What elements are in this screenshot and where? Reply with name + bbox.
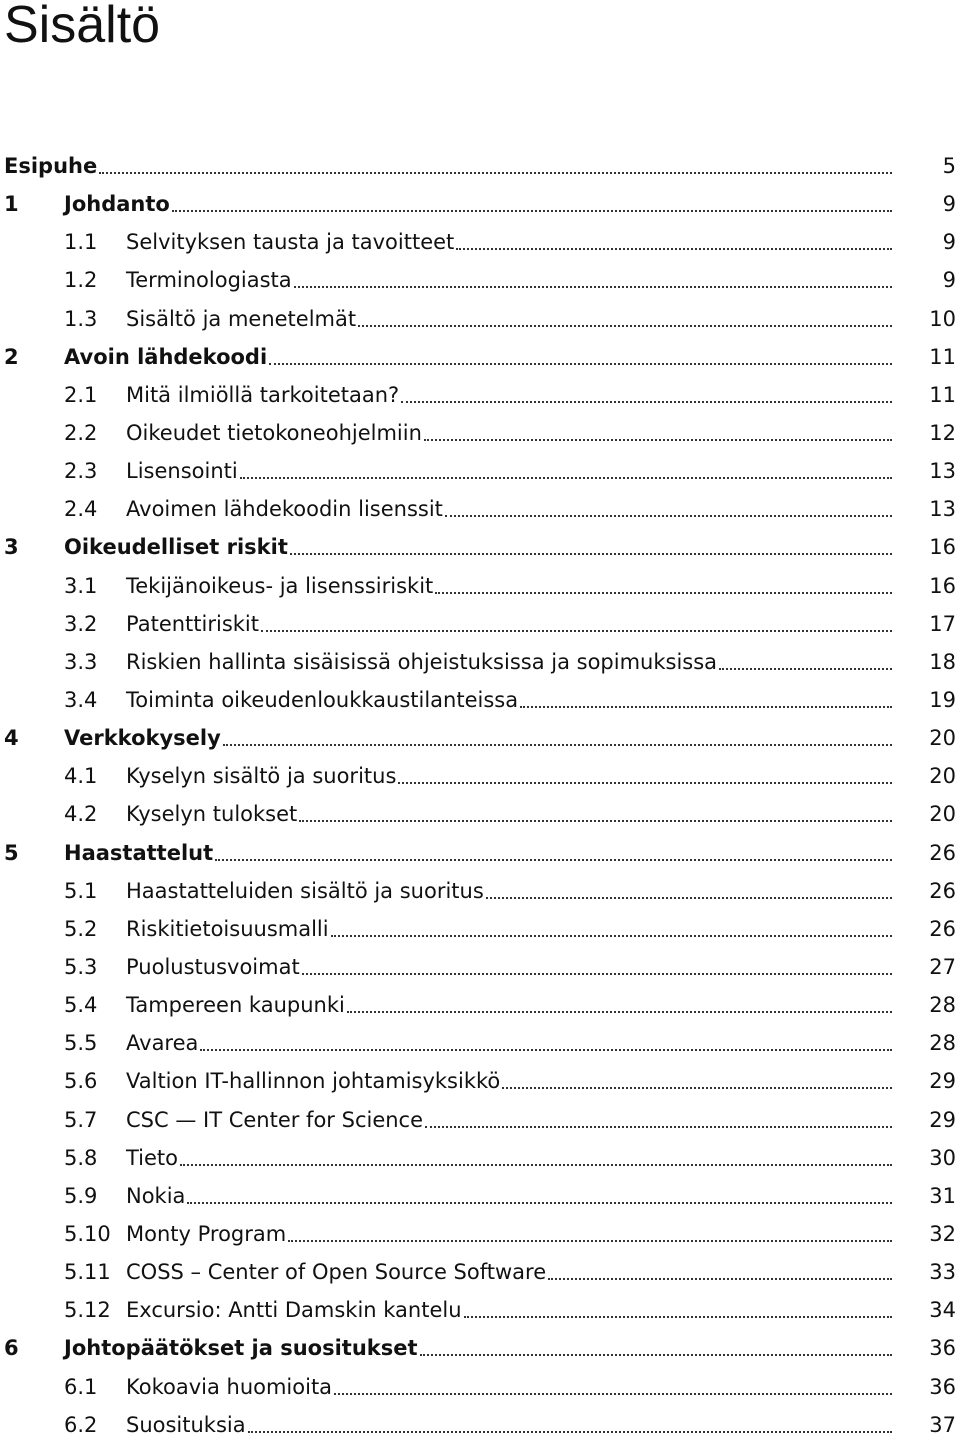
toc-entry-number: 2.3 <box>64 459 98 484</box>
toc-entry-page-number: 17 <box>929 611 956 636</box>
toc-entry-number: 1.1 <box>64 230 98 255</box>
toc-entry-title[interactable]: CSC — IT Center for Science <box>126 1107 424 1132</box>
toc-entry-page-number: 19 <box>929 687 956 712</box>
dot-leader <box>99 172 892 174</box>
toc-entry-title-with-leader <box>126 802 892 826</box>
toc-entry-title[interactable]: Riskien hallinta sisäisissä ohjeistuksissa ja sopimuksissa <box>126 649 718 674</box>
toc-entry[interactable] <box>0 1215 960 1253</box>
page-title: Sisältö <box>4 0 161 54</box>
toc-entry[interactable] <box>0 834 960 872</box>
dot-leader <box>187 1202 892 1204</box>
toc-entry-title-with-leader <box>64 535 892 559</box>
toc-entry[interactable] <box>0 338 960 376</box>
toc-entry-number: 5.7 <box>64 1107 98 1132</box>
toc-entry-page-number: 9 <box>942 268 956 293</box>
toc-entry-number: 6 <box>4 1336 19 1361</box>
toc-entry-number: 4 <box>4 726 19 751</box>
toc-entry-number: 2.1 <box>64 382 98 407</box>
toc-entry-title-with-leader <box>126 955 892 979</box>
toc-entry-page-number: 33 <box>929 1260 956 1285</box>
toc-entry[interactable] <box>0 567 960 605</box>
toc-entry-number: 5.3 <box>64 954 98 979</box>
toc-entry-title-with-leader <box>4 154 892 178</box>
dot-leader <box>464 1316 892 1318</box>
toc-entry-title-with-leader <box>126 1108 892 1132</box>
toc-entry-page-number: 26 <box>929 916 956 941</box>
toc-entry-title[interactable]: Tieto <box>126 1145 179 1170</box>
toc-entry-title[interactable]: Avoimen lähdekoodin lisenssit <box>126 497 443 522</box>
toc-entry-number: 4.1 <box>64 764 98 789</box>
toc-entry-title-with-leader <box>126 497 892 521</box>
toc-entry-title-with-leader <box>64 345 892 369</box>
toc-entry-page-number: 11 <box>929 344 956 369</box>
dot-leader <box>302 973 892 975</box>
toc-entry[interactable] <box>0 452 960 490</box>
toc-entry-title-with-leader <box>64 726 892 750</box>
toc-entry[interactable] <box>0 757 960 795</box>
toc-entry[interactable] <box>0 719 960 757</box>
toc-entry[interactable] <box>0 1406 960 1444</box>
toc-entry-title[interactable]: Verkkokysely <box>64 726 221 751</box>
toc-entry[interactable] <box>0 681 960 719</box>
toc-entry-title-with-leader <box>126 650 892 674</box>
toc-entry[interactable] <box>0 1139 960 1177</box>
toc-entry-title[interactable]: Avarea <box>126 1031 199 1056</box>
dot-leader <box>269 363 892 365</box>
dot-leader <box>299 820 892 822</box>
toc-entry-title-with-leader <box>126 1260 892 1284</box>
dot-leader <box>358 325 892 327</box>
toc-entry-page-number: 20 <box>929 726 956 751</box>
toc-entry-title-with-leader <box>126 879 892 903</box>
toc-entry-title-with-leader <box>64 1336 892 1360</box>
toc-entry[interactable] <box>0 1253 960 1291</box>
toc-entry-page-number: 16 <box>929 573 956 598</box>
toc-entry-page-number: 20 <box>929 764 956 789</box>
toc-entry-number: 3 <box>4 535 19 560</box>
toc-entry-page-number: 29 <box>929 1107 956 1132</box>
toc-entry-title[interactable]: Haastatteluiden sisältö ja suoritus <box>126 878 484 903</box>
dot-leader <box>290 553 892 555</box>
toc-entry[interactable] <box>0 910 960 948</box>
toc-entry-title[interactable]: Tampereen kaupunki <box>126 993 345 1018</box>
toc-entry-number: 2.2 <box>64 420 98 445</box>
dot-leader <box>719 668 892 670</box>
toc-entry-title[interactable]: Valtion IT-hallinnon johtamisyksikkö <box>126 1069 501 1094</box>
toc-entry-number: 5.5 <box>64 1031 98 1056</box>
toc-entry-page-number: 5 <box>942 154 956 178</box>
dot-leader <box>502 1087 892 1089</box>
toc-entry-page-number: 10 <box>929 306 956 331</box>
dot-leader <box>331 935 892 937</box>
toc-entry-page-number: 16 <box>929 535 956 560</box>
toc-entry-title[interactable]: Suosituksia <box>126 1412 246 1437</box>
toc-entry-number: 5.9 <box>64 1183 98 1208</box>
toc-entry-title[interactable]: Terminologiasta <box>126 268 292 293</box>
toc-entry-page-number: 20 <box>929 802 956 827</box>
toc-entry-title[interactable]: Haastattelut <box>64 840 214 865</box>
toc-entry-number: 2.4 <box>64 497 98 522</box>
toc-entry-title-with-leader <box>126 1031 892 1055</box>
toc-entry-page-number: 28 <box>929 993 956 1018</box>
toc-entry[interactable] <box>0 1177 960 1215</box>
toc-entry-title[interactable]: Sisältö ja menetelmät <box>126 306 357 331</box>
dot-leader <box>223 744 892 746</box>
toc-entry[interactable] <box>0 1101 960 1139</box>
toc-entry[interactable] <box>0 261 960 299</box>
toc-entry-title-with-leader <box>126 1298 892 1322</box>
dot-leader <box>334 1393 892 1395</box>
dot-leader <box>215 859 892 861</box>
toc-entry-number: 5.10 <box>64 1221 111 1246</box>
toc-entry[interactable] <box>0 490 960 528</box>
toc-entry[interactable] <box>0 1291 960 1329</box>
toc-entry[interactable] <box>0 528 960 566</box>
table-of-contents <box>0 147 960 1444</box>
dot-leader <box>200 1049 892 1051</box>
toc-entry-page-number: 32 <box>929 1221 956 1246</box>
toc-entry[interactable] <box>0 414 960 452</box>
toc-entry-page-number: 18 <box>929 649 956 674</box>
toc-entry[interactable] <box>0 376 960 414</box>
toc-entry-title-with-leader <box>126 1375 892 1399</box>
toc-entry-number: 5.12 <box>64 1298 111 1323</box>
toc-entry-number: 3.4 <box>64 687 98 712</box>
toc-entry-page-number: 28 <box>929 1031 956 1056</box>
toc-entry-title-with-leader <box>64 192 892 216</box>
dot-leader <box>425 1126 892 1128</box>
toc-entry-title[interactable]: Excursio: Antti Damskin kantelu <box>126 1298 462 1323</box>
toc-entry-title[interactable]: Kyselyn tulokset <box>126 802 298 827</box>
toc-entry[interactable] <box>0 223 960 261</box>
toc-entry-title-with-leader <box>126 612 892 636</box>
toc-entry[interactable] <box>0 986 960 1024</box>
toc-entry-page-number: 26 <box>929 840 956 865</box>
dot-leader <box>294 286 892 288</box>
dot-leader <box>248 1431 892 1433</box>
toc-entry-title-with-leader <box>126 383 892 407</box>
toc-entry-title[interactable]: Johdanto <box>64 192 170 217</box>
toc-entry-title[interactable]: COSS – Center of Open Source Software <box>126 1260 547 1285</box>
toc-entry[interactable] <box>0 1368 960 1406</box>
toc-entry-number: 3.1 <box>64 573 98 598</box>
toc-entry-title-with-leader <box>126 688 892 712</box>
toc-entry-page-number: 11 <box>929 382 956 407</box>
toc-entry-page-number: 31 <box>929 1183 956 1208</box>
toc-entry-page-number: 13 <box>929 497 956 522</box>
toc-entry[interactable] <box>0 872 960 910</box>
toc-entry-number: 6.1 <box>64 1374 98 1399</box>
toc-entry-page-number: 12 <box>929 420 956 445</box>
toc-entry-number: 4.2 <box>64 802 98 827</box>
toc-entry-title-with-leader <box>126 1069 892 1093</box>
dot-leader <box>486 897 892 899</box>
toc-entry-number: 5.11 <box>64 1260 111 1285</box>
toc-entry[interactable] <box>0 643 960 681</box>
toc-entry-number: 2 <box>4 344 19 369</box>
toc-entry-title[interactable]: Mitä ilmiöllä tarkoitetaan? <box>126 382 400 407</box>
toc-entry-title[interactable]: Toiminta oikeudenloukkaustilanteissa <box>126 687 519 712</box>
toc-entry-title-with-leader <box>126 917 892 941</box>
toc-entry-title-with-leader <box>126 268 892 292</box>
toc-entry-number: 1.2 <box>64 268 98 293</box>
toc-entry-page-number: 27 <box>929 954 956 979</box>
toc-entry-title[interactable]: Nokia <box>126 1183 186 1208</box>
dot-leader <box>401 401 892 403</box>
toc-entry-number: 5.6 <box>64 1069 98 1094</box>
toc-entry-title-with-leader <box>126 1222 892 1246</box>
dot-leader <box>435 592 892 594</box>
toc-entry-number: 3.2 <box>64 611 98 636</box>
toc-entry-title[interactable]: Lisensointi <box>126 459 238 484</box>
toc-entry-title[interactable]: Avoin lähdekoodi <box>64 344 268 369</box>
toc-entry-title[interactable]: Oikeudet tietokoneohjelmiin <box>126 420 422 445</box>
toc-entry-title-with-leader <box>64 841 892 865</box>
dot-leader <box>445 515 892 517</box>
dot-leader <box>261 630 892 632</box>
toc-entry[interactable] <box>0 1329 960 1367</box>
toc-entry-page-number: 36 <box>929 1336 956 1361</box>
dot-leader <box>240 477 892 479</box>
toc-entry-page-number: 36 <box>929 1374 956 1399</box>
toc-entry-title[interactable]: Oikeudelliset riskit <box>64 535 288 560</box>
toc-entry-title-with-leader <box>126 993 892 1017</box>
toc-entry-title[interactable]: Riskitietoisuusmalli <box>126 916 329 941</box>
toc-entry-title-with-leader <box>126 574 892 598</box>
toc-entry-title[interactable]: Esipuhe <box>4 154 98 178</box>
toc-entry-title[interactable]: Puolustusvoimat <box>126 954 300 979</box>
dot-leader <box>424 439 892 441</box>
toc-entry-page-number: 34 <box>929 1298 956 1323</box>
toc-entry-title[interactable]: Kokoavia huomioita <box>126 1374 333 1399</box>
toc-entry-title[interactable]: Johtopäätökset ja suositukset <box>64 1336 418 1361</box>
toc-entry-title-with-leader <box>126 230 892 254</box>
toc-entry-number: 3.3 <box>64 649 98 674</box>
dot-leader <box>456 248 892 250</box>
toc-entry[interactable] <box>0 948 960 986</box>
toc-entry-page-number: 26 <box>929 878 956 903</box>
toc-entry-title-with-leader <box>126 459 892 483</box>
dot-leader <box>548 1278 892 1280</box>
toc-entry-title[interactable]: Tekijänoikeus- ja lisenssiriskit <box>126 573 434 598</box>
toc-entry-title-with-leader <box>126 1184 892 1208</box>
dot-leader <box>288 1240 892 1242</box>
toc-entry[interactable] <box>0 147 960 185</box>
toc-entry-page-number: 37 <box>929 1412 956 1437</box>
toc-entry-number: 5.4 <box>64 993 98 1018</box>
toc-entry-title-with-leader <box>126 307 892 331</box>
dot-leader <box>347 1011 892 1013</box>
toc-entry-page-number: 13 <box>929 459 956 484</box>
toc-entry[interactable] <box>0 1024 960 1062</box>
toc-entry[interactable] <box>0 185 960 223</box>
toc-entry-title-with-leader <box>126 421 892 445</box>
dot-leader <box>172 210 892 212</box>
toc-entry-title[interactable]: Selvityksen tausta ja tavoitteet <box>126 230 455 255</box>
toc-entry[interactable] <box>0 1062 960 1100</box>
toc-entry-number: 1 <box>4 192 19 217</box>
toc-entry-page-number: 29 <box>929 1069 956 1094</box>
toc-entry-number: 1.3 <box>64 306 98 331</box>
toc-entry-number: 5.1 <box>64 878 98 903</box>
toc-entry-title[interactable]: Monty Program <box>126 1221 287 1246</box>
toc-entry-number: 5.8 <box>64 1145 98 1170</box>
toc-entry-page-number: 30 <box>929 1145 956 1170</box>
toc-entry-title[interactable]: Kyselyn sisältö ja suoritus <box>126 764 397 789</box>
dot-leader <box>398 782 892 784</box>
toc-entry[interactable] <box>0 605 960 643</box>
toc-entry-page-number: 9 <box>942 230 956 255</box>
toc-entry[interactable] <box>0 795 960 833</box>
dot-leader <box>420 1354 892 1356</box>
toc-entry-title-with-leader <box>126 1413 892 1437</box>
toc-entry-title-with-leader <box>126 1146 892 1170</box>
dot-leader <box>520 706 892 708</box>
toc-entry-page-number: 9 <box>942 192 956 217</box>
toc-entry-number: 6.2 <box>64 1412 98 1437</box>
toc-entry-number: 5 <box>4 840 19 865</box>
dot-leader <box>180 1164 892 1166</box>
toc-entry-title-with-leader <box>126 764 892 788</box>
toc-entry-title[interactable]: Patenttiriskit <box>126 611 259 636</box>
toc-entry[interactable] <box>0 300 960 338</box>
toc-entry-number: 5.2 <box>64 916 98 941</box>
